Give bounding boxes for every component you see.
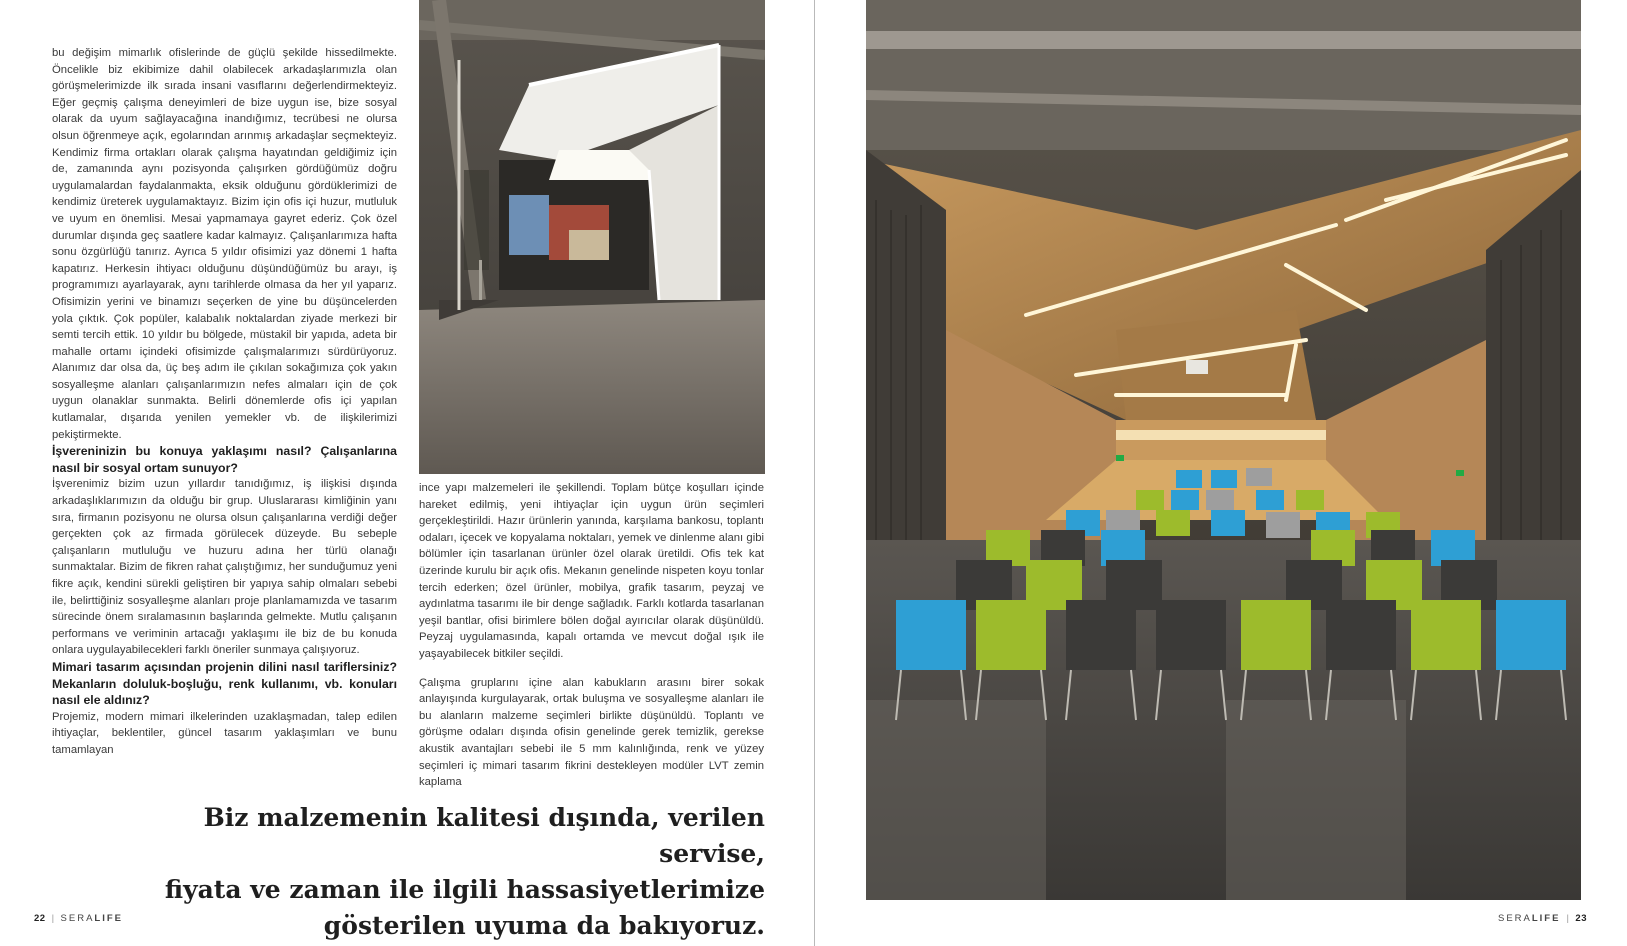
question-heading-2: Mimari tasarım açısından projenin dilini nasıl tariflersiniz? Mekanların doluluk-boşluğu, renk kullanımı, vb. konuları nasıl ele aldınız? bbox=[52, 659, 397, 708]
page-number: 23 bbox=[1575, 913, 1587, 924]
body-paragraph-intro: bu değişim mimarlık ofislerinde de güçlü şekilde hissedilmekte. Öncelikle biz ekibimize dahil olabilecek arkadaşlarımızla olan görüşmelerimizde ilk sırada insani vasıflarını değerlendirmekteyiz. Eğer geçmiş çalışma deneyimleri de bize uygun ise, bize sosyal olarak da uyum sağlayacağına inandığımız, tecrübesi ne olursa olsun öğrenmeye açık, egolarından arınmış arkadaşlar seçmekteyiz. Kendimiz firma ortakları olarak çalışma hayatından geldiğimiz için de, zamanında aynı pozisyonda çalışırken gördüğümüz doğru uygulamalardan faydalanmakta, eksik olduğunu gördüklerimizi de kendimiz üreterek uygulamaktayız. Bizim için ofis içi huzur, mutluluk ve uyum en önemlisi. Mesai yapmamaya gayret ederiz. Çok özel durumlar dışında geç saatlere kadar kalmayız. Çalışanlarımıza hafta sonu özgürlüğü tanırız. Ayrıca 5 yıldır ofisimizi yaz dönemi 1 hafta kapatırız. Herkesin ihtiyacı olduğunu düşündüğümüz bu arayı, iş programımızı ayarlayarak, aynı tarihlerde olmasa da her yıl yaparız. Ofisimizin yerini ve binamızı seçerken de yine bu düşüncelerden yola çıktık. Çok popüler, kalabalık noktalardan ziyade merkezi bir semti tercih ettik. 10 yıldır bu bölgede, müstakil bir yapıda, adeta bir mahalle ortamı içindeki ofisimizde çalışmalarımızı sürdürüyoruz. Alanımız dar olsa da, üç beş adım ile çıkılan sokağımıza çok yakın sosyalleşme alanları çalışanlarımızın nefes almaları için de çok uygun olanaklar sunmakta. Belirli dönemlerde ofis içi yapılan kutlamalar, dışarıda yenilen yemekler vb. de ilişkilerimizi pekiştirmekte. bbox=[52, 47, 397, 441]
right-page bbox=[815, 0, 1627, 946]
office-corridor-photo bbox=[419, 0, 765, 474]
pull-quote-line-1: Biz malzemenin kalitesi dışında, verilen servise, bbox=[203, 803, 765, 868]
body-paragraph-answer-2: Projemiz, modern mimari ilkelerinden uzaklaşmadan, talep edilen ihtiyaçlar, beklentiler, güncel tasarım yaklaşımları ve bunu tamamlayan bbox=[52, 710, 397, 756]
question-heading-1: İşvereninizin bu konuya yaklaşımı nasıl? Çalışanlarına nasıl bir sosyal ortam sunuyor? bbox=[52, 444, 397, 475]
text-column-1 bbox=[52, 45, 397, 759]
text-column-2 bbox=[419, 480, 764, 791]
magazine-brand: SERALIFE bbox=[1497, 913, 1561, 924]
page-folio-right bbox=[1498, 913, 1587, 924]
folio-separator: | bbox=[51, 913, 55, 924]
pull-quote bbox=[100, 800, 765, 944]
magazine-brand: SERALIFE bbox=[60, 913, 124, 924]
page-number: 22 bbox=[34, 913, 46, 924]
pull-quote-line-2: fiyata ve zaman ile ilgili hassasiyetlerimize bbox=[164, 875, 765, 904]
body-paragraph-col2-1: ince yapı malzemeleri ile şekillendi. Toplam bütçe koşulları içinde hareket edilmiş, yeni ihtiyaçlar için uygun ürün seçimleri gerçekleştirildi. Hazır ürünlerin yanında, karşılama bankosu, toplantı odaları, içecek ve kopyalama noktaları, yemek ve dinlenme alanı gibi bölümler için tasarlanan ürünler özel olarak üretildi. Ofis tek kat üzerinde kurulu bir açık ofis. Mekanın genelinde nispeten koyu tonlar tercih ederken; özel ürünler, mobilya, grafik tasarım, peyzaj ve aydınlatma tasarımı ile bir denge sağladık. Farklı kotlarda tasarlanan yeşil bantlar, ofisi birimlere bölen doğal ayırıcılar olarak düşünüldü. Peyzaj uygulamasında, kapalı ortamda ve mevcut doğal ışık ile yaşayabilecek bitkiler seçildi. bbox=[419, 482, 764, 660]
body-paragraph-col2-2: Çalışma gruplarını içine alan kabukların arasını birer sokak anlayışında kurgulayarak, ortak buluşma ve sosyalleşme alanları ile bu alanların malzeme seçimleri birlikte düşünüldü. Toplantı ve görüşme odaları dışında ofisin genelinde gerek temizlik, gerekse akustik avantajları sebebi ile 5 mm kalınlığında, renk ve yüzey seçimleri iç mimari tasarım fikrini destekleyen modüler LVT zemin kaplama bbox=[419, 676, 764, 789]
folio-separator: | bbox=[1566, 913, 1570, 924]
auditorium-photo bbox=[866, 0, 1581, 900]
pull-quote-line-3: gösterilen uyuma da bakıyoruz. bbox=[323, 911, 765, 940]
body-paragraph-answer-1: İşverenimiz bizim uzun yıllardır tanıdığımız, iş ilişkisi dışında arkadaşlıklarımızın da olduğu bir grup. Uluslararası kimliğinin yanı sıra, firmanın pozisyonu ne olursa olsun çalışanlarına verdiği değer gerçekten çok az firmada görülecek düzeyde. Bu sebeple çalışanların mutluluğu ve huzuru adına her türlü olanağı sunmaktalar. Bizim de fikren rahat çalıştığımız, her sunduğumuz yeni fikre açık, kendini sürekli geliştiren bir yapıya sahip olmaları sebebi ile, belirttiğiniz sosyalleşme alanları proje planlamamızda ve tasarım sürecinde önem sıralamasının başlarında gelmekte. Mutlu çalışanın performans ve veriminin artacağı yaklaşımı ile biz de bu konuda onlara uygulayabilecekleri farklı öneriler sunmaya çalışıyoruz. bbox=[52, 478, 397, 657]
page-folio-left bbox=[34, 913, 123, 924]
